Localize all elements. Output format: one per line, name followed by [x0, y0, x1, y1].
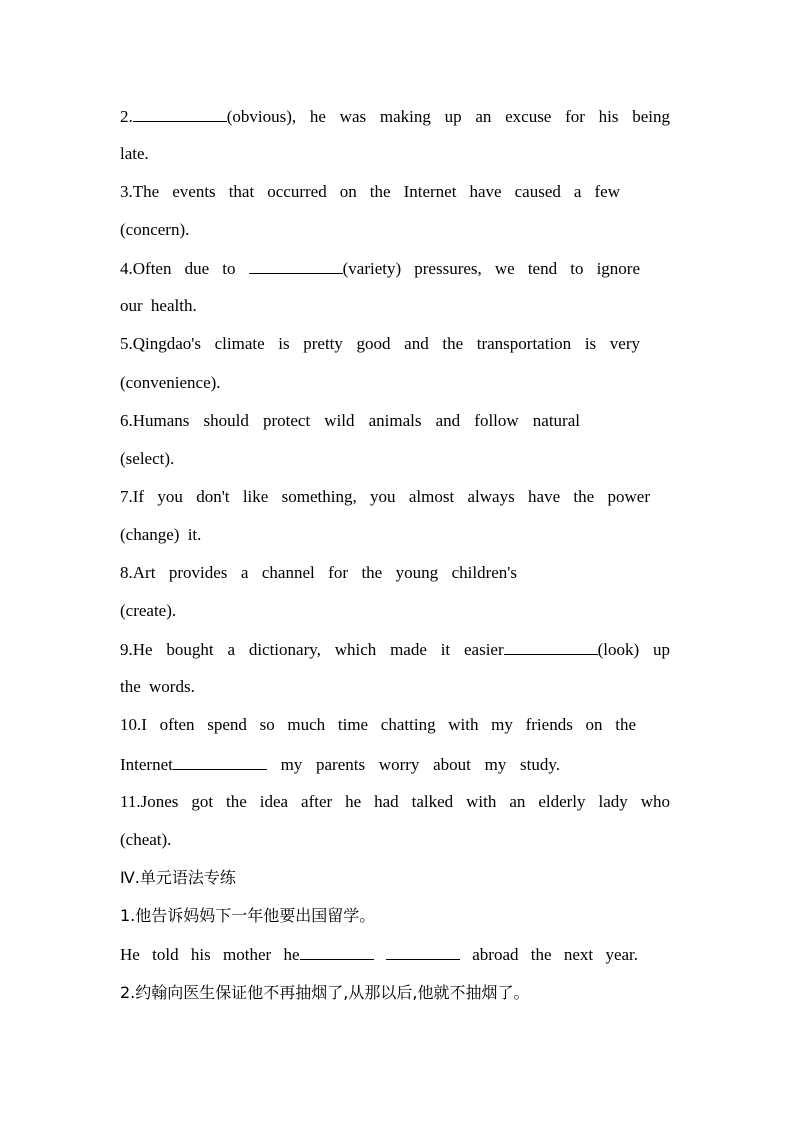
item-9-text-b: (look) up [597, 640, 670, 659]
item-4-line-2: our health. [120, 296, 197, 315]
answer-blank[interactable] [300, 944, 374, 960]
answer-blank[interactable] [504, 639, 598, 655]
item-10-text-b: my parents worry about my study. [280, 755, 561, 774]
item-9-line-2: the words. [120, 677, 195, 696]
item-10-text-a: Internet [120, 755, 173, 774]
item-6-line-2: (select). [120, 449, 175, 468]
item-4-text-b: (variety) pressures, we tend to ignore [342, 259, 640, 278]
answer-blank[interactable] [249, 258, 343, 274]
question-1-text-a: He told his mother he [120, 945, 300, 964]
answer-blank[interactable] [386, 944, 460, 960]
answer-blank[interactable] [173, 754, 267, 770]
question-2-chinese: 2.约翰向医生保证他不再抽烟了,从那以后,他就不抽烟了。 [120, 983, 530, 1002]
item-7-line-1: 7.If you don't like something, you almost always have the power [120, 487, 650, 506]
item-4-line-1 [120, 258, 640, 279]
item-9-line-1 [120, 639, 670, 660]
question-1-chinese: 1.他告诉妈妈下一年他要出国留学。 [120, 906, 376, 925]
item-10-line-1: 10.I often spend so much time chatting with my friends on the [120, 715, 636, 734]
question-1-english [120, 944, 638, 965]
item-8-line-1: 8.Art provides a channel for the young children's [120, 563, 517, 582]
item-2-number: 2. [120, 107, 133, 126]
item-10-line-2 [120, 754, 560, 775]
item-3-line-1: 3.The events that occurred on the Internet have caused a few [120, 182, 620, 201]
item-9-text-a: 9.He bought a dictionary, which made it easier [120, 640, 504, 659]
answer-blank[interactable] [133, 106, 227, 122]
item-4-text-a: 4.Often due to [120, 259, 236, 278]
item-11-line-1: 11.Jones got the idea after he had talked with an elderly lady who [120, 792, 670, 811]
question-1-text-b: abroad the next year. [472, 945, 639, 964]
item-2-text: (obvious), he was making up an excuse for his being [226, 107, 670, 126]
item-2-line-2: late. [120, 144, 149, 163]
item-8-line-2: (create). [120, 601, 177, 620]
section-heading: Ⅳ.单元语法专练 [120, 868, 236, 887]
item-11-line-2: (cheat). [120, 830, 172, 849]
item-5-line-2: (convenience). [120, 373, 221, 392]
item-6-line-1: 6.Humans should protect wild animals and follow natural [120, 411, 580, 430]
item-7-line-2: (change) it. [120, 525, 202, 544]
item-5-line-1: 5.Qingdao's climate is pretty good and the transportation is very [120, 334, 640, 353]
item-2-line-1 [120, 106, 670, 127]
item-3-line-2: (concern). [120, 220, 190, 239]
